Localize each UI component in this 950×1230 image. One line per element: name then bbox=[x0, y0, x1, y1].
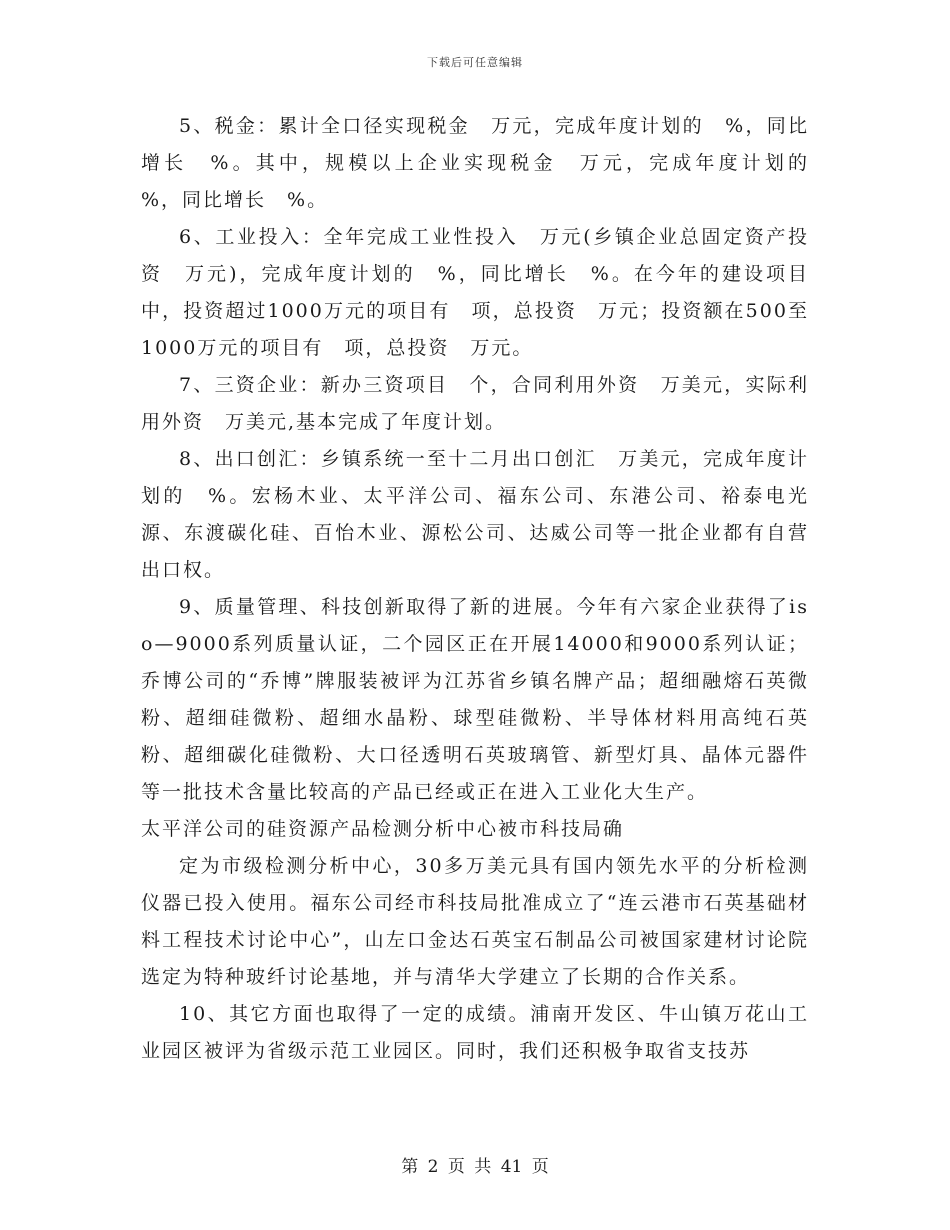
paragraph-foreign-enterprises: 7、三资企业：新办三资项目 个，合同利用外资 万美元，实际利用外资 万美元,基本完成了年度计划。 bbox=[141, 374, 809, 433]
paragraph-testing-center-cont: 定为市级检测分析中心，30多万美元具有国内领先水平的分析检测仪器已投入使用。福东公司经市科技局批准成立了“连云港市石英基础材料工程技术讨论中心”，山左口金达石英宝石制品公司被国家建材讨论院选定为特种玻纤讨论基地，并与清华大学建立了长期的合作关系。 bbox=[141, 855, 809, 988]
paragraph-export: 8、出口创汇：乡镇系统一至十二月出口创汇 万美元，完成年度计划的 %。宏杨木业、太平洋公司、福东公司、东港公司、裕泰电光源、东渡碳化硅、百怡木业、源松公司、达威公司等一批企业都有自营出口权。 bbox=[141, 448, 809, 581]
paragraph-other-achievements: 10、其它方面也取得了一定的成绩。浦南开发区、牛山镇万花山工业园区被评为省级示范工业园区。同时，我们还积极争取省支技苏 bbox=[141, 1003, 809, 1062]
paragraph-testing-center-line: 太平洋公司的硅资源产品检测分析中心被市科技局确 bbox=[141, 818, 625, 840]
page-number-footer: 第 2 页 共 41 页 bbox=[401, 1157, 549, 1177]
paragraph-industrial-investment: 6、工业投入：全年完成工业性投入 万元(乡镇企业总固定资产投资 万元)，完成年度计划的 %，同比增长 %。在今年的建设项目中，投资超过1000万元的项目有 项，总投资 万元；投资额在500至1000万元的项目有 项，总投资 万元。 bbox=[141, 226, 809, 359]
page-header: 下载后可任意编辑 bbox=[427, 56, 523, 69]
paragraph-tax: 5、税金：累计全口径实现税金 万元，完成年度计划的 %，同比增长 %。其中，规模以上企业实现税金 万元，完成年度计划的 %，同比增长 %。 bbox=[141, 115, 831, 211]
document-body bbox=[141, 108, 831, 1070]
paragraph-quality-management: 9、质量管理、科技创新取得了新的进展。今年有六家企业获得了iso—9000系列质量认证，二个园区正在开展14000和9000系列认证；乔博公司的“乔博”牌服装被评为江苏省乡镇名牌产品；超细融熔石英微粉、超细硅微粉、超细水晶粉、球型硅微粉、半导体材料用高纯石英粉、超细碳化硅微粉、大口径透明石英玻璃管、新型灯具、晶体元器件等一批技术含量比较高的产品已经或正在进入工业化大生产。 bbox=[141, 596, 809, 803]
